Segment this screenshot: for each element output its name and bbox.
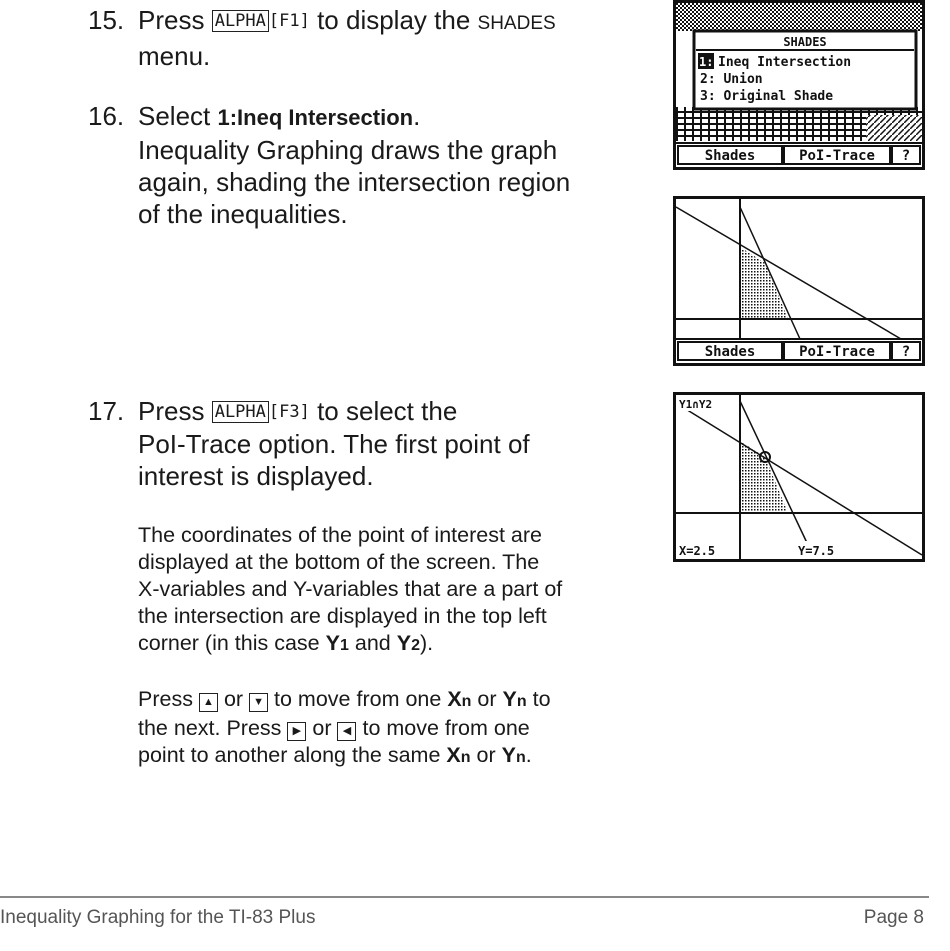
right-arrow-key-icon: ▶ [287, 722, 306, 741]
step-17: 17. Press ALPHA [F3] to select the PoI-Trace option. The first point of interest is displayed. [88, 396, 530, 491]
step-number: 15. [88, 5, 125, 35]
softkey-help[interactable]: ? [901, 344, 911, 360]
softkey-help[interactable]: ? [901, 148, 911, 164]
step-number: 17. [88, 396, 125, 426]
softkey-shades[interactable]: Shades [704, 344, 756, 360]
step-16: 16. Select 1:Ineq Intersection. Inequality Graphing draws the graph again, shading the intersection region of the inequalities. [88, 101, 571, 229]
f1-key: [F1] [268, 11, 310, 31]
menu-title: SHADES [783, 35, 827, 49]
alpha-key: ALPHA [212, 401, 269, 423]
step-number: 16. [88, 101, 125, 131]
page-number: Page 8 [863, 907, 924, 928]
softkey-shades[interactable]: Shades [704, 148, 756, 164]
shades-menu-screen [673, 0, 925, 170]
step-15: 15. Press ALPHA [F1] to display the SHADES menu. [88, 5, 556, 71]
menu-item-1[interactable]: Ineq Intersection [718, 55, 852, 70]
alpha-key: ALPHA [212, 10, 269, 32]
poi-trace-screen [673, 392, 925, 562]
footer-rule [0, 896, 929, 898]
intersection-label: Y1∩Y2 [679, 398, 713, 411]
shaded-background [676, 3, 922, 31]
menu-item-3[interactable]: 3: Original Shade [700, 89, 834, 104]
menu-option: 1:Ineq Intersection [217, 105, 414, 130]
footer-title: Inequality Graphing for the TI-83 Plus [0, 907, 316, 928]
coordinates-paragraph: The coordinates of the point of interest are displayed at the bottom of the screen. The X-variables and Y-variables that are a part of the intersection are displayed in the top left corner (in this case Y1 and Y2). [138, 523, 563, 655]
intersection-graph-screen [673, 196, 925, 366]
f3-key: [F3] [268, 402, 310, 422]
line-y1 [676, 403, 922, 555]
y-readout: Y=7.5 [798, 544, 835, 558]
softkey-poi-trace[interactable]: PoI-Trace [799, 148, 875, 164]
softkey-poi-trace[interactable]: PoI-Trace [799, 344, 875, 360]
left-arrow-key-icon: ◀ [337, 722, 356, 741]
navigation-paragraph: Press ▲ or ▼ to move from one Xn or Yn to the next. Press ▶ or ◀ to move from one point to another along the same Xn or Yn. [138, 687, 551, 767]
menu-item-2[interactable]: 2: Union [700, 72, 763, 87]
up-arrow-key-icon: ▲ [199, 693, 218, 712]
svg-text:1:: 1: [699, 55, 714, 69]
x-readout: X=2.5 [679, 544, 716, 558]
menu-name: SHADES [477, 13, 556, 34]
down-arrow-key-icon: ▼ [249, 693, 268, 712]
